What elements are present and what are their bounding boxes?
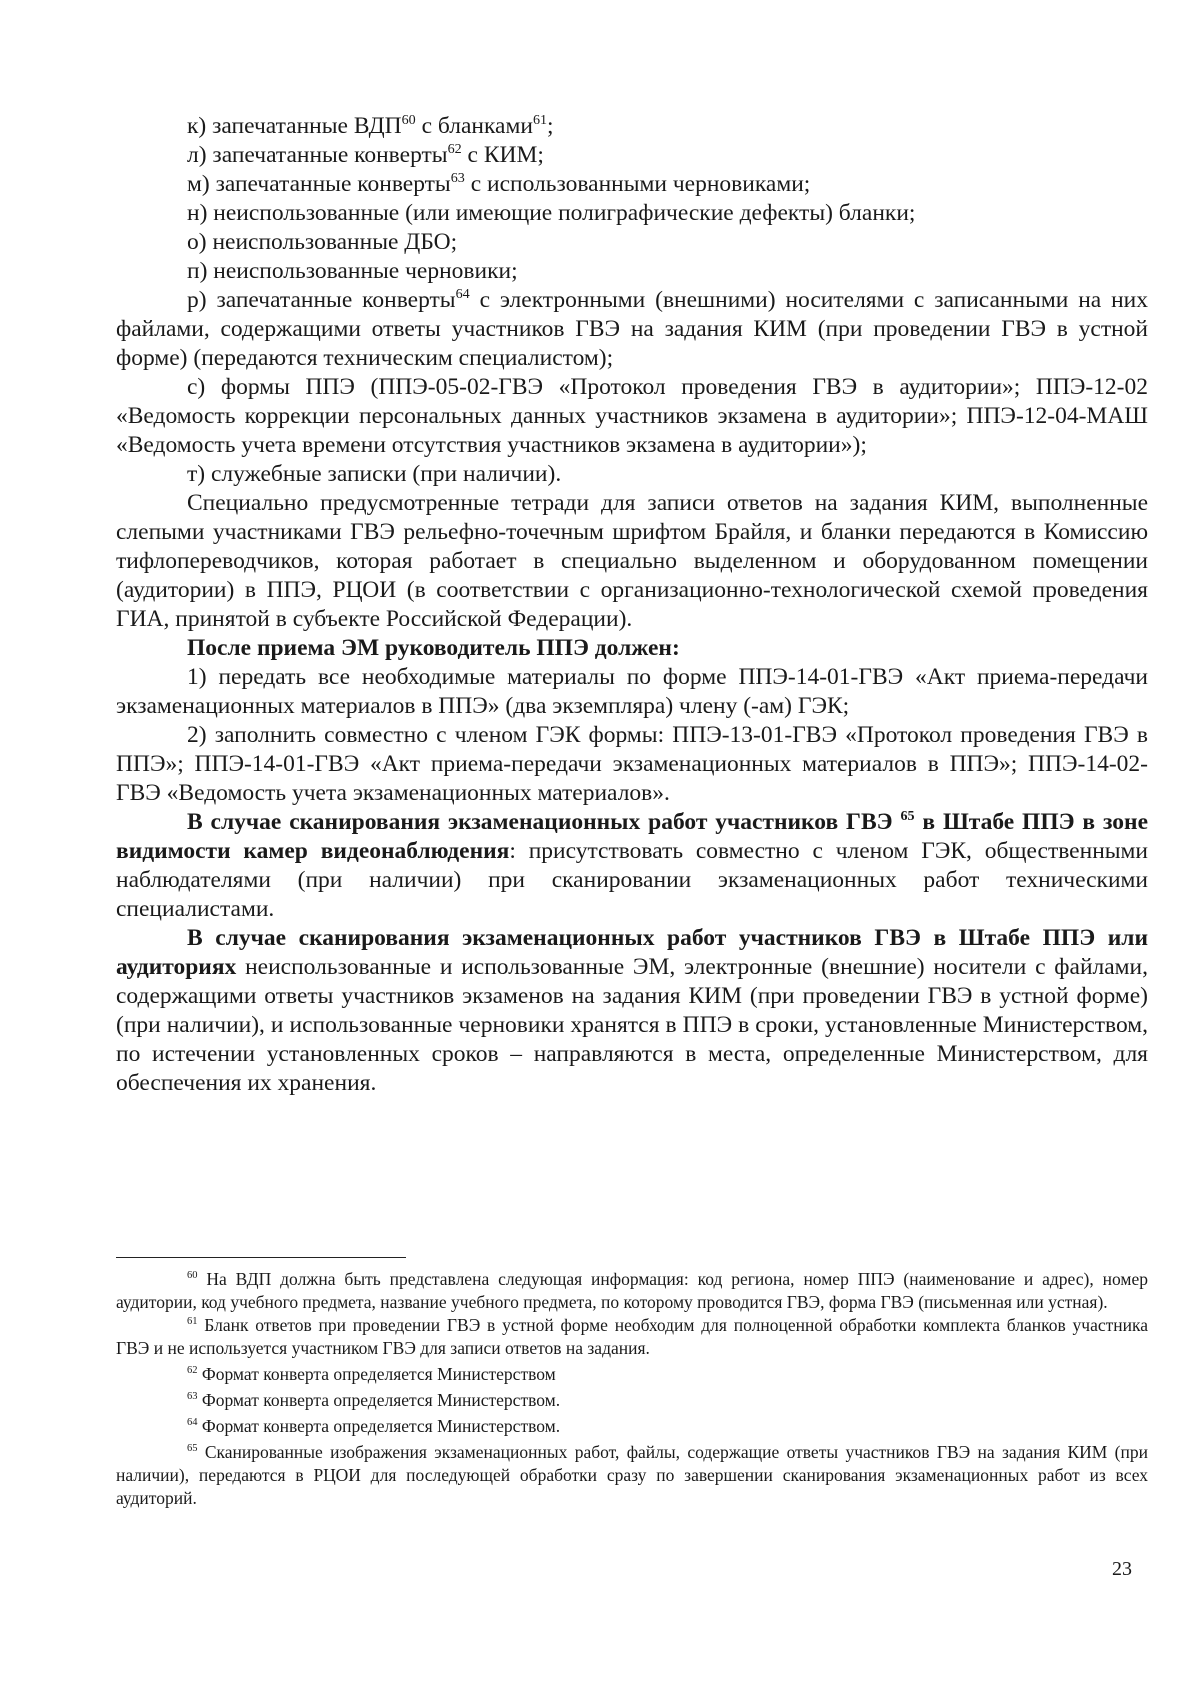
footnote-separator bbox=[116, 1257, 406, 1258]
main-text bbox=[116, 112, 1148, 1098]
page-number: 23 bbox=[1112, 1558, 1132, 1580]
list-item-m: м) запечатанные конверты$^{63}$ с использованными черновиками; bbox=[187, 169, 811, 197]
footnote-61: $^{61}$ Бланк ответов при проведении ГВЭ в устной форме необходим для полноценной обработки комплекта бланков участника ГВЭ и не используется участником ГВЭ для записи ответов на задания. bbox=[116, 1315, 1148, 1358]
step-2: 2) заполнить совместно с членом ГЭК формы: ППЭ-13-01-ГВЭ «Протокол проведения ГВЭ в ППЭ»; ППЭ-14-01-ГВЭ «Акт приема-передачи экзаменационных материалов в ППЭ»; ППЭ-14-02-ГВЭ «Ведомость учета экзаменационных материалов». bbox=[116, 722, 1148, 806]
list-item-n: н) неиспользованные (или имеющие полиграфические дефекты) бланки; bbox=[187, 200, 916, 226]
scan-rooms-paragraph: В случае сканирования экзаменационных работ участников ГВЭ в Штабе ППЭ или аудиториях неиспользованные и использованные ЭМ, электронные (внешние) носители с файлами, содержащими ответы участников экзаменов на задания КИМ (при проведении ГВЭ в устной форме) (при наличии), и использованные черновики хранятся в ППЭ в сроки, установленные Министерством, по истечении установленных сроков – направляются в места, определенные Министерством, для обеспечения их хранения. bbox=[116, 925, 1148, 1096]
footnote-ref-61[interactable]: 61 bbox=[532, 111, 548, 128]
list-item-o: о) неиспользованные ДБО; bbox=[187, 229, 458, 255]
list-item-t: т) служебные записки (при наличии). bbox=[187, 461, 562, 487]
footnote-ref-63[interactable]: 63 bbox=[450, 169, 465, 186]
footnote-ref-60[interactable]: 60 bbox=[401, 111, 416, 128]
list-item-l: л) запечатанные конверты$^{62}$ с КИМ; bbox=[187, 140, 544, 168]
list-item-r: р) запечатанные конверты$^{64}$ с электронными (внешними) носителями с записанными на них файлами, содержащими ответы участников ГВЭ на задания КИМ (при проведении ГВЭ в устной форме) (передаются техническим специалистом); bbox=[116, 285, 1148, 371]
list-item-k: к) запечатанные ВДП$^{60}$ с бланками$^{61}$; bbox=[187, 111, 554, 139]
step-1: 1) передать все необходимые материалы по форме ППЭ-14-01-ГВЭ «Акт приема-передачи экзаменационных материалов в ППЭ» (два экземпляра) члену (-ам) ГЭК; bbox=[116, 664, 1148, 719]
footnote-65: $^{65}$ Сканированные изображения экзаменационных работ, файлы, содержащие ответы участников ГВЭ на задания КИМ (при наличии), передаются в РЦОИ для последующей обработки сразу по завершении сканирования экзаменационных работ из всех аудиторий. bbox=[116, 1442, 1148, 1508]
list-item-p: п) неиспользованные черновики; bbox=[187, 258, 518, 284]
footnote-ref-64[interactable]: 64 bbox=[455, 285, 470, 302]
list-item-s: с) формы ППЭ (ППЭ-05-02-ГВЭ «Протокол проведения ГВЭ в аудитории»; ППЭ-12-02 «Ведомость коррекции персональных данных участников экзамена в аудитории»; ППЭ-12-04-МАШ «Ведомость учета времени отсутствия участников экзамена в аудитории»); bbox=[116, 374, 1148, 458]
footnote-64: $^{64}$ Формат конверта определяется Министерством. bbox=[187, 1416, 561, 1436]
footnotes bbox=[116, 1268, 1148, 1510]
footnote-ref-65[interactable]: 65 bbox=[900, 807, 915, 824]
section-heading: После приема ЭМ руководитель ППЭ должен: bbox=[187, 635, 680, 661]
braille-paragraph: Специально предусмотренные тетради для записи ответов на задания КИМ, выполненные слепыми участниками ГВЭ рельефно-точечным шрифтом Брайля, и бланки передаются в Комиссию тифлопереводчиков, которая работает в специально выделенном и оборудованном помещении (аудитории) в ППЭ, РЦОИ (в соответствии с организационно-технологической схемой проведения ГИА, принятой в субъекте Российской Федерации). bbox=[116, 490, 1148, 632]
footnote-ref-62[interactable]: 62 bbox=[447, 140, 462, 157]
footnote-60: $^{60}$ На ВДП должна быть представлена следующая информация: код региона, номер ППЭ (наименование и адрес), номер аудитории, код учебного предмета, название учебного предмета, по которому проводится ГВЭ, форма ГВЭ (письменная или устная). bbox=[116, 1269, 1148, 1312]
footnote-63: $^{63}$ Формат конверта определяется Министерством. bbox=[187, 1390, 561, 1410]
scan-hq-paragraph: В случае сканирования экзаменационных работ участников ГВЭ $^{65}$ в Штабе ППЭ в зоне видимости камер видеонаблюдения: присутствовать совместно с членом ГЭК, общественными наблюдателями (при наличии) при сканировании экзаменационных работ техническими специалистами. bbox=[116, 807, 1149, 922]
footnote-62: $^{62}$ Формат конверта определяется Министерством bbox=[187, 1364, 556, 1384]
